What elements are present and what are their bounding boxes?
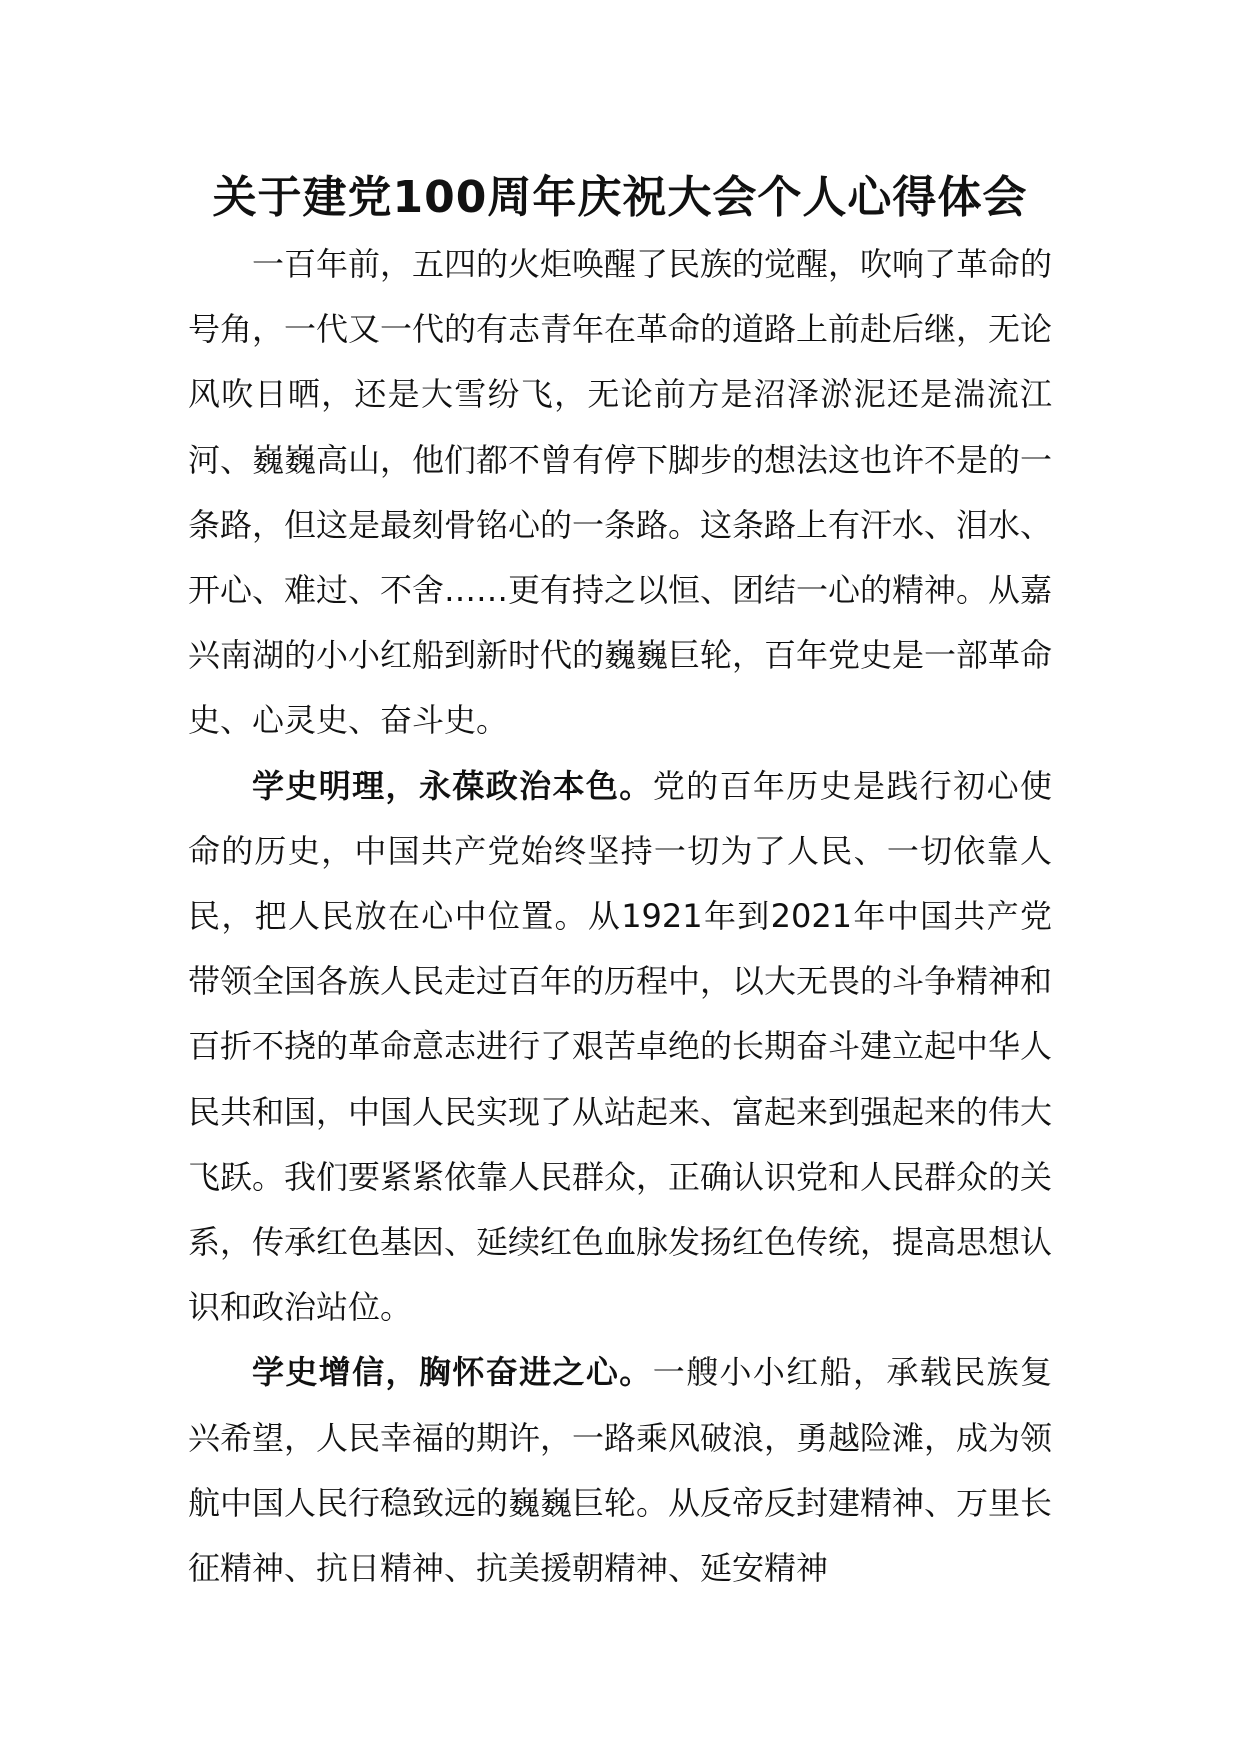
paragraph-xueshi-zengxin: [188, 1340, 1052, 1601]
paragraph-lead: 学史增信，胸怀奋进之心。: [252, 1353, 653, 1392]
paragraph-xueshi-mingli: [188, 754, 1052, 1341]
paragraph-text: 一艘小小红船，承载民族复兴希望，人民幸福的期许，一路乘风破浪，勇越险滩，成为领航中国人民行稳致远的巍巍巨轮。从反帝反封建精神、万里长征精神、抗日精神、抗美援朝精神、延安精神: [188, 1353, 1053, 1588]
paragraph-text: 党的百年历史是践行初心使命的历史，中国共产党始终坚持一切为了人民、一切依靠人民，把人民放在心中位置。从1921年到2021年中国共产党带领全国各族人民走过百年的历程中，以大无畏的斗争精神和百折不挠的革命意志进行了艰苦卓绝的长期奋斗建立起中华人民共和国，中国人民实现了从站起来、富起来到强起来的伟大飞跃。我们要紧紧依靠人民群众，正确认识党和人民群众的关系，传承红色基因、延续红色血脉发扬红色传统，提高思想认识和政治站位。: [188, 766, 1053, 1327]
paragraph-lead: 学史明理，永葆政治本色。: [252, 766, 653, 805]
document-title: 关于建党100周年庆祝大会个人心得体会: [212, 172, 1028, 223]
paragraph-text: 一百年前，五四的火炬唤醒了民族的觉醒，吹响了革命的号角，一代又一代的有志青年在革命的道路上前赴后继，无论风吹日晒，还是大雪纷飞，无论前方是沼泽淤泥还是湍流江河、巍巍高山，他们都不曾有停下脚步的想法这也许不是的一条路，但这是最刻骨铭心的一条路。这条路上有汗水、泪水、开心、难过、不舍……更有持之以恒、团结一心的精神。从嘉兴南湖的小小红船到新时代的巍巍巨轮，百年党史是一部革命史、心灵史、奋斗史。: [188, 245, 1053, 740]
document-body: [188, 232, 1052, 1601]
paragraph-intro: [188, 232, 1052, 754]
